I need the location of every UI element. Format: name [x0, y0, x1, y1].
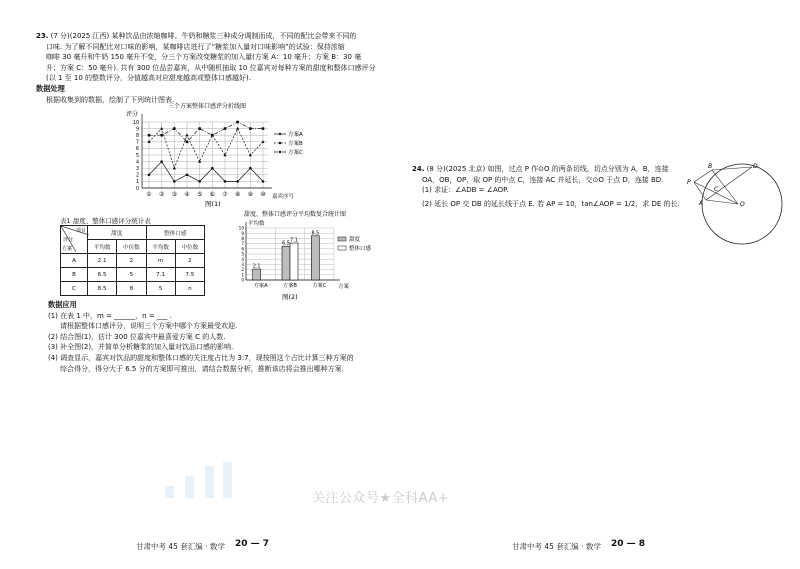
data-point	[262, 127, 265, 130]
group-header-sweetness: 甜度	[88, 226, 147, 240]
chart2-legend	[338, 235, 372, 252]
bar-value-label: 2.1	[252, 264, 261, 270]
chart2-xlabel: 方案	[338, 284, 350, 290]
x-tick-label: ⑨	[247, 191, 254, 198]
point-label: A	[699, 200, 704, 207]
y-tick-label: 1	[135, 180, 139, 186]
corner-mid: 评分	[63, 237, 74, 243]
bar-chart-figure-2	[230, 208, 400, 304]
bar-value-label: 6.5	[282, 241, 290, 247]
bar-value-label: 7.1	[290, 238, 298, 244]
point-label: P	[687, 179, 691, 186]
legend-marker	[279, 142, 281, 144]
y-tick-label: 4	[241, 256, 244, 262]
chart2-bars	[253, 230, 320, 280]
table-cell: n	[175, 282, 204, 296]
legend-marker	[279, 151, 281, 153]
footer-right-page: 20 — 8	[611, 539, 646, 549]
bar	[290, 243, 298, 280]
chart2-title: 甜度、整体口感评分平均数复合统计图	[244, 211, 347, 218]
sub-header: 平均数	[88, 240, 117, 254]
data-point	[186, 141, 189, 144]
data-point	[249, 127, 252, 130]
data-point	[198, 180, 201, 183]
sub-header: 中位数	[117, 240, 146, 254]
q23-line-4: 升；方案 C：50 毫升). 共有 300 位品尝嘉宾，从中随机抽取 10 位嘉宾对每种方案的甜度和整体口感评分	[46, 63, 376, 72]
chart2-y-ticks	[239, 226, 245, 283]
y-tick-label: 6	[241, 246, 244, 252]
y-tick-label: 3	[135, 167, 139, 172]
data-point	[160, 134, 163, 137]
data-point	[160, 127, 163, 130]
bar	[282, 246, 290, 280]
y-tick-label: 5	[135, 153, 139, 159]
y-tick-label: 10	[238, 225, 244, 231]
sub-question-1b: 请根据整体口感评分，说明三个方案中哪个方案最受欢迎.	[60, 322, 238, 331]
x-tick-label: 方案A	[253, 283, 268, 289]
y-tick-label: 2	[241, 267, 244, 273]
data-point	[148, 174, 151, 177]
table-cell: 6.5	[88, 268, 117, 282]
legend-label: 甜度	[349, 237, 361, 243]
chart1-title: 三个方案整体口感评分折线图	[168, 103, 247, 110]
data-point	[236, 121, 239, 124]
chart2-caption: 图(2)	[282, 293, 298, 301]
table-cell: 8	[117, 282, 146, 296]
bar	[253, 269, 261, 280]
processing-heading: 数据处理	[36, 83, 65, 93]
y-tick-label: 8	[135, 134, 139, 139]
table1	[60, 225, 205, 296]
table-cell: 5	[117, 268, 146, 282]
y-tick-label: 8	[241, 236, 244, 241]
x-tick-label: 方案B	[283, 283, 297, 289]
x-tick-label: ⑩	[260, 191, 266, 198]
chart1-ylabel: 评分	[126, 111, 139, 118]
data-point	[224, 127, 227, 130]
y-tick-label: 3	[241, 262, 244, 267]
footer-left-book: 甘肃中考 45 套汇编 · 数学	[136, 542, 225, 551]
chart1-xlabel: 嘉宾序号	[272, 194, 295, 200]
q24-line-1: 24. (8 分)(2025 北京) 如图，过点 P 作⊙O 的两条切线，切点分别为 A，B，连接	[412, 165, 669, 173]
table-row	[61, 254, 205, 268]
x-tick-label: ④	[184, 191, 190, 198]
legend-marker	[279, 133, 281, 135]
row-label: B	[61, 268, 88, 282]
sub-question-4a: (4) 调查显示，嘉宾对饮品的甜度和整体口感的关注度占比为 3:7，现按照这个占比计算三种方案的	[48, 353, 354, 362]
sub-header: 平均数	[146, 240, 175, 254]
data-point	[262, 180, 265, 183]
data-point	[236, 180, 239, 183]
processing-text: 根据收集到的数据，绘制了下列统计图表.	[46, 95, 175, 104]
q23-line-3: 咖啡 30 毫升和牛奶 150 毫升不变，分三个方案改变糖浆的加入量(方案 A：10 毫升；方案 B：30 毫	[46, 53, 362, 62]
point-label: O	[740, 201, 745, 208]
data-point	[160, 160, 163, 163]
sub-question-2: (2) 结合图(1)，估计 300 位嘉宾中最喜爱方案 C 的人数.	[48, 332, 226, 341]
q23-line-2: 口味. 为了解不同配比对口味的影响，某咖啡店进行了“糖浆加入量对口味影响”的试验：保持浓缩	[46, 42, 345, 51]
line-chart-figure-1	[120, 100, 350, 208]
data-point	[173, 166, 176, 169]
sub-question-4b: 综合得分，得分大于 6.5 分的方案即可推出，请结合数据分析，推断该店将会推出哪种方案.	[60, 364, 344, 373]
y-tick-label: 6	[135, 147, 139, 153]
data-point	[186, 174, 189, 177]
x-tick-label: 方案C	[312, 283, 327, 289]
data-point	[185, 133, 188, 136]
point-label: C	[714, 186, 719, 193]
y-tick-label: 2	[135, 173, 139, 179]
table1-corner	[61, 226, 88, 254]
point-label: D	[753, 163, 758, 170]
chart2-x-ticks	[254, 281, 327, 289]
table-cell: m	[146, 254, 175, 268]
chart1-legend	[274, 130, 303, 156]
data-point	[198, 160, 201, 163]
data-point	[261, 140, 264, 143]
chart1-y-ticks	[133, 120, 139, 192]
table-cell: 7.5	[175, 268, 204, 282]
y-tick-label: 1	[241, 272, 244, 278]
legend-label: 方案C	[288, 150, 303, 156]
data-point	[148, 134, 151, 137]
application-heading: 数据应用	[48, 300, 77, 309]
row-label: C	[61, 282, 88, 296]
sub-question-1: (1) 在表 1 中，m = ______，n = ___ .	[48, 311, 172, 320]
data-point	[173, 127, 176, 130]
row-label: A	[61, 254, 88, 268]
q23-line-5: (以 1 至 10 的整数评分，分值越高对应甜度越高或整体口感越好).	[46, 74, 251, 83]
bar-value-label: 8.5	[311, 231, 320, 237]
x-tick-label: ①	[146, 191, 152, 198]
table-cell: 7.1	[146, 268, 175, 282]
x-tick-label: ③	[171, 191, 178, 198]
table1-title: 表1 甜度、整体口感评分统计表	[60, 217, 151, 225]
chart1-caption: 图(1)	[205, 200, 221, 208]
chart2-ylabel: 平均数	[248, 221, 265, 227]
y-tick-label: 5	[241, 251, 244, 257]
corner-top: 项目	[75, 228, 86, 234]
point-label: B	[708, 163, 713, 170]
sub-question-3: (3) 补全图(2)，并简单分析糖浆的加入量对饮品口感的影响.	[48, 343, 234, 352]
footer-right-book: 甘肃中考 45 套汇编 · 数学	[512, 542, 601, 551]
data-point	[173, 180, 176, 183]
q24-sub-1: (1) 求证：∠ADB = ∠AOP.	[422, 186, 509, 195]
question-23	[36, 31, 391, 105]
series-line	[149, 162, 263, 182]
table-cell: 2	[117, 254, 146, 268]
x-tick-label: ⑤	[196, 191, 203, 198]
x-tick-label: ⑧	[234, 191, 241, 198]
bar	[311, 236, 319, 280]
table-cell: 5	[146, 282, 175, 296]
data-point	[236, 127, 239, 130]
legend-label: 方案B	[288, 141, 303, 147]
legend-label: 方案A	[288, 132, 303, 138]
y-tick-label: 0	[135, 186, 139, 192]
q24-line-2: OA，OB，OP，取 OP 的中点 C，连接 AC 并延长，交⊙O 于点 D，连接 BD.	[422, 175, 664, 184]
footer-left-page: 20 — 7	[235, 539, 270, 549]
y-tick-label: 10	[132, 120, 139, 126]
y-tick-label: 4	[135, 160, 139, 166]
q24-sub-2: (2) 延长 OP 交 DB 的延长线于点 E. 若 AP = 10，tan∠AOP = 1/2，求 DE 的长.	[422, 199, 680, 208]
watermark-bars-logo	[165, 462, 285, 498]
data-point	[211, 134, 214, 137]
y-tick-label: 7	[241, 241, 244, 247]
chart1-series	[147, 121, 264, 183]
legend-swatch	[338, 246, 346, 250]
data-point	[198, 127, 201, 130]
table-cell: 2.1	[88, 254, 117, 268]
data-point	[224, 180, 227, 183]
x-tick-label: ②	[158, 191, 165, 198]
x-tick-label: ⑦	[222, 191, 228, 198]
data-application	[48, 300, 398, 374]
table-row	[61, 268, 205, 282]
group-header-texture: 整体口感	[146, 226, 205, 240]
chart1-x-ticks	[146, 191, 265, 198]
x-tick-label: ⑥	[209, 191, 216, 198]
corner-bottom: 方案	[62, 246, 73, 252]
series-line	[149, 122, 263, 142]
table-cell: 8.5	[88, 282, 117, 296]
table-cell: 2	[175, 254, 204, 268]
question-24	[412, 164, 702, 209]
circle-tangent-figure	[682, 158, 792, 260]
watermark-text: 关注公众号★全科AA+	[312, 491, 450, 506]
y-tick-label: 0	[241, 277, 244, 283]
data-point	[249, 167, 252, 170]
data-point	[211, 167, 214, 170]
chart1-grid	[142, 114, 272, 188]
y-tick-label: 7	[135, 140, 139, 146]
q23-line-1: 23. (7 分)(2025 江西) 某种饮品由浓缩咖啡、牛奶和糖浆三种成分调制而成，不同的配比会带来不同的	[36, 32, 357, 40]
data-point	[249, 153, 252, 156]
y-tick-label: 9	[241, 230, 244, 236]
legend-swatch	[338, 237, 346, 241]
table-row	[61, 282, 205, 296]
sub-header: 中位数	[175, 240, 204, 254]
legend-label: 整体口感	[349, 246, 372, 252]
y-tick-label: 9	[135, 127, 139, 133]
